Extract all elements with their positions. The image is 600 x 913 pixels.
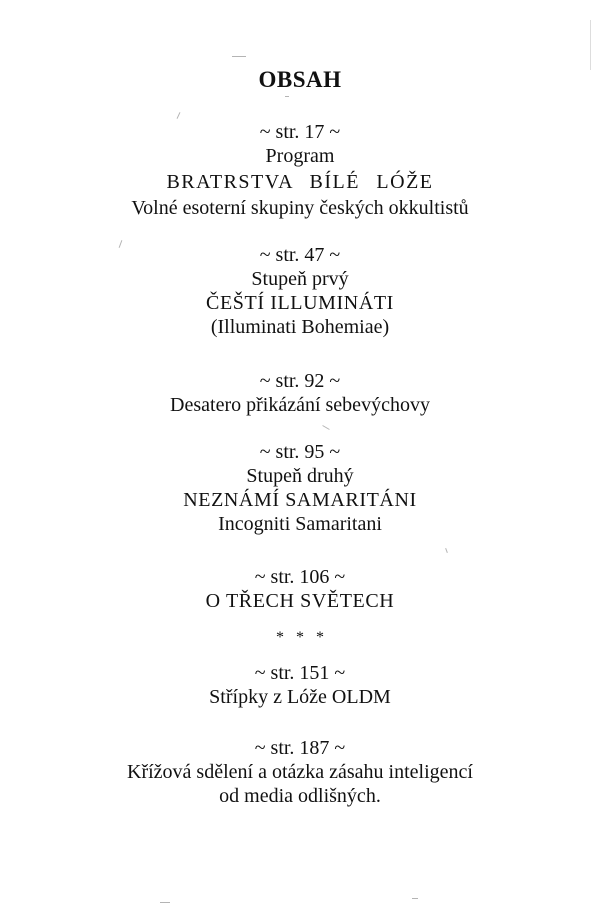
entry-line: Desatero přikázání sebevýchovy	[170, 394, 430, 416]
entry-line: Střípky z Lóže OLDM	[209, 686, 391, 708]
toc-entry	[0, 736, 600, 808]
toc-entry	[0, 565, 600, 613]
page-reference: ~ str. 92 ~	[259, 370, 341, 392]
entry-line: Incogniti Samaritani	[218, 513, 382, 535]
scan-speck	[322, 425, 329, 430]
toc-entry	[0, 369, 600, 417]
scan-speck	[590, 20, 591, 70]
entry-heading: ČEŠTÍ ILLUMINÁTI	[206, 292, 394, 314]
scan-speck	[160, 902, 170, 903]
section-separator: * * *	[276, 629, 324, 646]
toc-entry	[0, 120, 600, 220]
entry-line: Stupeň prvý	[251, 268, 349, 290]
page-reference: ~ str. 95 ~	[259, 441, 341, 463]
entry-line: od media odlišných.	[219, 785, 381, 807]
page-reference: ~ str. 47 ~	[259, 244, 341, 266]
page-reference: ~ str. 187 ~	[254, 737, 346, 759]
scan-speck	[445, 548, 448, 553]
page-title: OBSAH	[258, 67, 342, 92]
toc-entry	[0, 661, 600, 709]
entry-heading: O TŘECH SVĚTECH	[205, 590, 395, 612]
scan-speck	[285, 96, 289, 97]
scan-speck	[412, 898, 418, 899]
page-reference: ~ str. 106 ~	[254, 566, 346, 588]
page-reference: ~ str. 17 ~	[259, 121, 341, 143]
entry-heading: NEZNÁMÍ SAMARITÁNI	[183, 489, 417, 511]
entry-line: Stupeň druhý	[246, 465, 354, 487]
toc-entry	[0, 440, 600, 536]
entry-heading: BRATRSTVA BÍLÉ LÓŽE	[166, 171, 434, 193]
scan-speck	[232, 56, 246, 57]
entry-line: (Illuminati Bohemiae)	[210, 316, 390, 338]
page-reference: ~ str. 151 ~	[254, 662, 346, 684]
entry-line: Program	[265, 145, 335, 167]
toc-entry	[0, 243, 600, 339]
entry-line: Volné esoterní skupiny českých okkultistů	[131, 197, 469, 219]
scan-speck	[177, 112, 181, 119]
entry-line: Křížová sdělení a otázka zásahu inteligencí	[127, 761, 473, 783]
